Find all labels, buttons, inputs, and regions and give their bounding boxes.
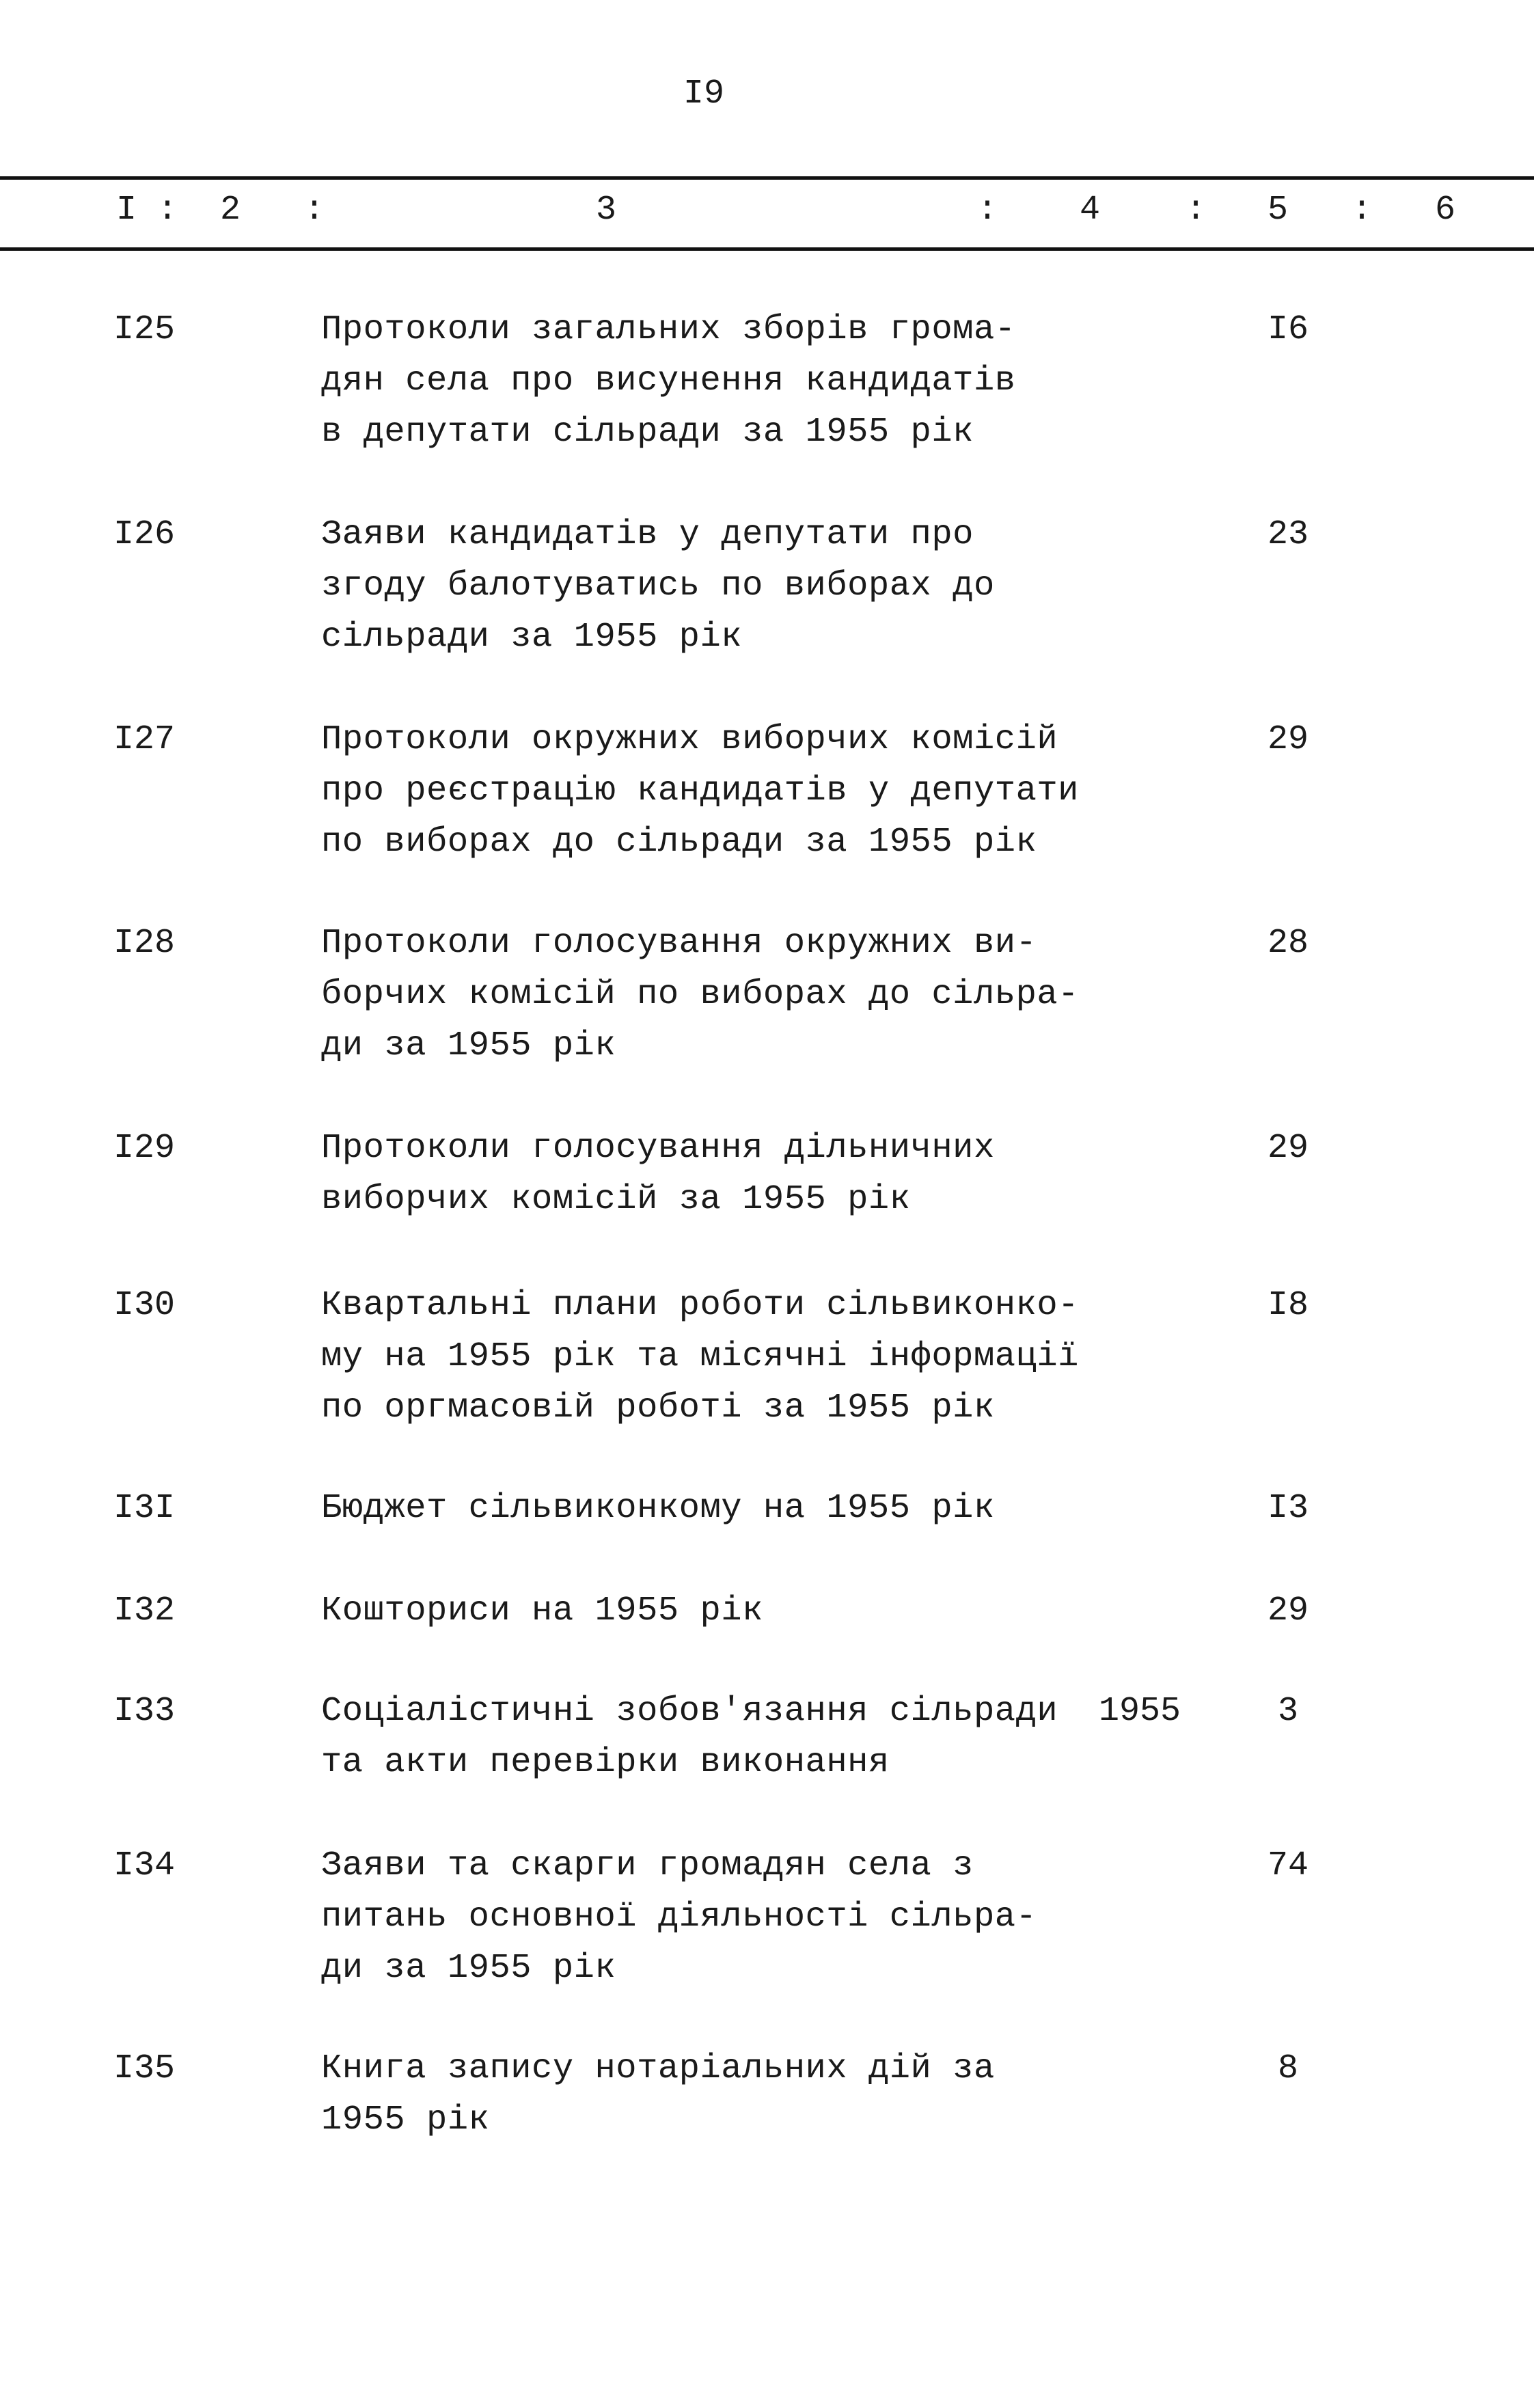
item-number: I28 — [113, 924, 176, 963]
description-line: ди за 1955 рік — [321, 1949, 616, 1988]
description-line: дян села про висунення кандидатів — [321, 361, 1016, 400]
description-line: Бюджет сільвиконкому на 1955 рік — [321, 1489, 995, 1528]
header-separator: : — [157, 191, 178, 230]
description-line: Протоколи голосування дільничних — [321, 1129, 995, 1168]
header-col-3: 3 — [596, 191, 617, 230]
description-line: Книга запису нотаріальних дій за — [321, 2049, 995, 2088]
item-number: I33 — [113, 1692, 176, 1731]
description-line: Заяви кандидатів у депутати про — [321, 515, 974, 554]
item-sheet-count: 8 — [1277, 2049, 1298, 2088]
item-sheet-count: I8 — [1267, 1286, 1309, 1325]
item-description — [321, 2043, 995, 2146]
table-header-bottom-rule — [0, 247, 1534, 251]
description-line: про реєстрацію кандидатів у депутати — [321, 771, 1079, 810]
description-line: Протоколи окружних виборчих комісій — [321, 720, 1058, 759]
header-col-6: 6 — [1435, 191, 1456, 230]
item-description — [321, 509, 995, 663]
description-line: Протоколи загальних зборів грома- — [321, 310, 1016, 349]
item-sheet-count: I3 — [1267, 1489, 1309, 1528]
page-number: I9 — [683, 74, 725, 113]
description-line: питань основної діяльності сільра- — [321, 1898, 1037, 1937]
item-description — [321, 1123, 995, 1225]
header-col-1: I — [116, 191, 137, 230]
item-description — [321, 714, 1079, 868]
description-line: виборчих комісій за 1955 рік — [321, 1180, 911, 1219]
item-description — [321, 918, 1079, 1071]
description-line: Протоколи голосування окружних ви- — [321, 924, 1037, 963]
description-line: по оргмасовій роботі за 1955 рік — [321, 1388, 995, 1427]
header-separator: : — [977, 191, 998, 230]
description-line: Заяви та скарги громадян села з — [321, 1846, 974, 1885]
item-description — [321, 1686, 1058, 1788]
item-description — [321, 1483, 995, 1534]
table-top-rule — [0, 176, 1534, 180]
item-sheet-count: 3 — [1277, 1692, 1298, 1731]
header-separator: : — [1186, 191, 1207, 230]
item-number: I26 — [113, 515, 176, 554]
item-year: 1955 — [1099, 1692, 1181, 1731]
header-col-4: 4 — [1080, 191, 1101, 230]
header-col-5: 5 — [1268, 191, 1289, 230]
description-line: 1955 рік — [321, 2101, 490, 2139]
description-line: сільради за 1955 рік — [321, 618, 743, 657]
item-description — [321, 1840, 1037, 1994]
item-number: I27 — [113, 720, 176, 759]
description-line: в депутати сільради за 1955 рік — [321, 413, 974, 452]
item-description — [321, 1280, 1079, 1434]
description-line: борчих комісій по виборах до сільра- — [321, 975, 1079, 1014]
item-sheet-count: 23 — [1267, 515, 1309, 554]
description-line: Квартальні плани роботи сільвиконко- — [321, 1286, 1079, 1325]
item-sheet-count: 29 — [1267, 1129, 1309, 1168]
item-sheet-count: 29 — [1267, 720, 1309, 759]
item-sheet-count: 28 — [1267, 924, 1309, 963]
item-number: I30 — [113, 1286, 176, 1325]
item-description — [321, 304, 1016, 458]
item-number: I35 — [113, 2049, 176, 2088]
description-line: та акти перевірки виконання — [321, 1743, 890, 1782]
item-number: I29 — [113, 1129, 176, 1168]
description-line: по виборах до сільради за 1955 рік — [321, 823, 1037, 862]
description-line: Соціалістичні зобов'язання сільради — [321, 1692, 1058, 1731]
description-line: ди за 1955 рік — [321, 1026, 616, 1065]
item-sheet-count: 29 — [1267, 1591, 1309, 1630]
header-separator: : — [1352, 191, 1373, 230]
item-sheet-count: I6 — [1267, 310, 1309, 349]
description-line: згоду балотуватись по виборах до — [321, 566, 995, 605]
item-sheet-count: 74 — [1267, 1846, 1309, 1885]
header-separator: : — [304, 191, 325, 230]
description-line: Кошториси на 1955 рік — [321, 1591, 763, 1630]
item-number: I32 — [113, 1591, 176, 1630]
item-description — [321, 1585, 763, 1637]
header-col-2: 2 — [220, 191, 241, 230]
item-number: I25 — [113, 310, 176, 349]
description-line: му на 1955 рік та місячні інформації — [321, 1337, 1079, 1376]
item-number: I3I — [113, 1489, 176, 1528]
item-number: I34 — [113, 1846, 176, 1885]
